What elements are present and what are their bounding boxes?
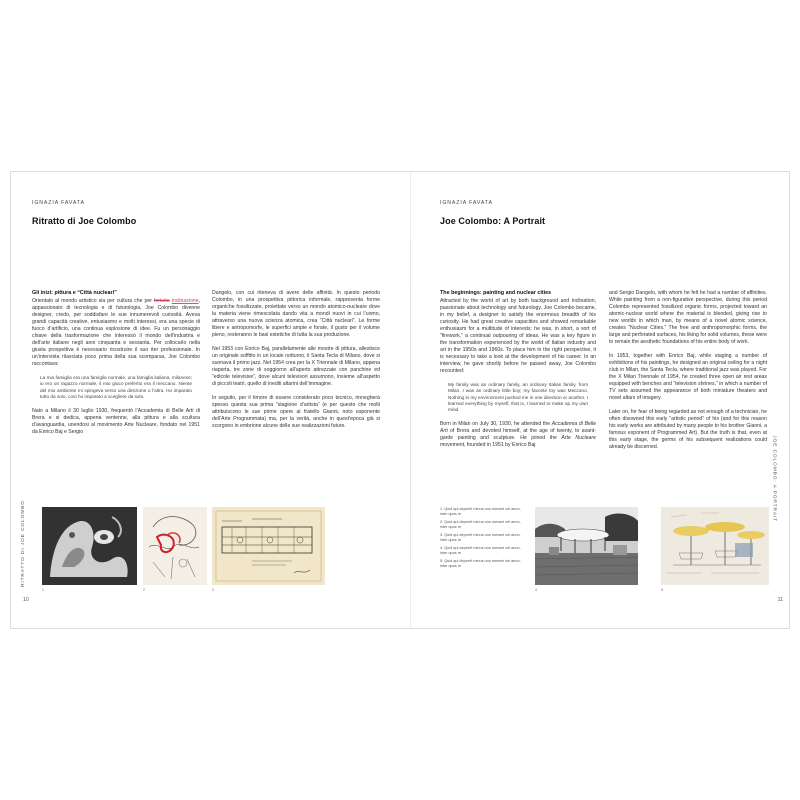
paragraph-2 — [440, 421, 596, 449]
page-number: 11 — [777, 597, 783, 603]
figure-number: 4 — [535, 588, 537, 592]
left-page — [11, 172, 410, 628]
caption: 1. Quid qui deperrit minus uno mensei vel anno, inter quos re — [440, 507, 521, 516]
figure-sculpture-photo — [42, 507, 137, 585]
page-title: Joe Colombo: A Portrait — [440, 216, 546, 226]
paragraph-1 — [32, 298, 200, 368]
paragraph-text: movement, founded in 1951 by Enrico Baj — [440, 442, 536, 449]
italic-text: Accademia di Belle Arti — [440, 421, 597, 435]
figure-number: 1 — [42, 588, 44, 592]
figure-canopy-sketch — [661, 507, 769, 585]
page-number: 10 — [23, 597, 29, 603]
figure-exhibition-photo — [535, 507, 638, 585]
paragraph: and Sergio Dangelo, with whom he felt he had a number of affinities. While painting from a non-figurative perspective, during this period Colombo represented fossilized organic forms, projected toward an atomic-nuclear world where the material is blended, giving rise to new worlds in which man, by means of a novel atomic science, creates “Nuclear Cities.” The free and anthropomorphic forms, the large and perforated surfaces, his liking for solid volumes, these were to remain the aesthetic foundations of his entire body of work. — [609, 290, 767, 345]
text-column-2 — [212, 290, 380, 437]
paragraph-text: Born in Milan on July 30, 1930, he attended the — [440, 421, 552, 428]
caption: 5. Quid qui deperrit minus uno mensei vel anno, inter quos re — [440, 559, 521, 569]
text-column-2 — [609, 290, 767, 458]
block-quote: La mia famiglia era una famiglia normale, una famiglia italiana, milanese; io ero un ragazzo normale, il mio gioco preferito era il meccano. Niente del mio ambiente mi spingeva verso una direzione o l’altra. Ho imparato tutto da solo, così ho imparato a scegliere da solo. — [40, 375, 192, 399]
paragraph: In 1953, together with Enrico Baj, while staging a number of exhibitions of his paintings, he designed an original ceiling for a night club in Milan, the Santa Tecla, where traditional jazz was played. For the X Milan Triennale of 1954, he created three open air rest areas equipped with benches and “television shrines,” in which a number of TV sets assumed the appearance of both miniature theaters and novel altars of imagery. — [609, 353, 767, 401]
author-name: IGNAZIA FAVATA — [32, 200, 85, 206]
page-title: Ritratto di Joe Colombo — [32, 216, 137, 226]
running-header: JOE COLOMBO: A PORTRAIT — [772, 435, 777, 522]
paragraph-text: of Brera and devoted himself, at the age of twenty, to avant-garde painting and sculpture. He joined the — [440, 428, 596, 442]
figure-number: 2 — [143, 588, 145, 592]
caption: 3. Quid qui deperrit minus uno mensei vel anno, inter quos re — [440, 533, 521, 542]
paragraph: Dangelo, con cui riteneva di avere delle affinità. In questo periodo Colombo, in una prospettiva pittorica informale, rappresenta forme organiche fossilizzate, proiettate verso un mondo atomico-nucleare dove la materia viene rimescolata dando vita a mondi nuovi in cui l’uomo, attraverso una nuova scienza atomica, crea “Città nucleari”. Le forme libere e antropomorfe, le superfici ampie e forate, il gusto per il volume pieno, resteranno le basi estetiche di tutta la sua produzione. — [212, 290, 380, 338]
figure-sketch-drawing — [143, 507, 207, 585]
book-spread — [10, 171, 790, 629]
block-quote: My family was an ordinary family, an ordinary Italian family, from Milan. I was an ordinary little boy; my favorite toy was Meccano. Nothing in my environment pushed me in one direction or another. I learned everything by myself, that is, I learned to make up my own mind. — [448, 382, 588, 413]
running-header: RITRATTO DI JOE COLOMBO — [21, 500, 26, 587]
figure-captions — [440, 507, 526, 572]
figure-number: 3 — [212, 588, 214, 592]
author-name: IGNAZIA FAVATA — [440, 200, 493, 206]
strikethrough-edit: fortuita — [153, 298, 170, 304]
figure-architectural-drawing — [212, 507, 325, 585]
paragraph-1: Attracted by the world of art by both background and inclination, passionate about technology and futurology, Joe Colombo became, in my belief, a designer to satisfy the enormous breadth of his curiosity. He had great creative capacities and showed remarkable enthusiasm for a multitude of interests: he was, in short, a sort of “firework,” a continual outpouring of ideas. He was a key figure in the transformation experienced by the world of Italian industry and art in the 1950s and 1960s. To place him in the right perspective, it is necessary to take a look at the development of his career. In an interview, he gave shortly before he passed away, Joe Colombo recounted: — [440, 298, 596, 374]
section-subhead: The beginnings: painting and nuclear cities — [440, 290, 552, 296]
paragraph-2: Nato a Milano il 30 luglio 1930, frequentò l’Accademia di Belle Arti di Brera e si dedica, appena ventenne, alla pittura e alla scultura d’avanguardia, unendosi al movimento Arte Nucleare, fondato nel 1951 da Enrico Baj e Sergio — [32, 408, 200, 436]
paragraph: Later on, for fear of being regarded as not enough of a technician, he often disowned this early “artistic period” of his (and for this reason his early works are attributed by many people to his brother Gianni, a famous exponent of Programmed Art). But the truth is that, even at this early stage, the germs of his subsequent realizations could already be discerned. — [609, 409, 767, 450]
caption: 4. Quid qui deperrit minus uno mensei vel anno, inter quos re — [440, 546, 521, 556]
underlined-edit: inclinazione — [171, 298, 199, 304]
italic-text: Arte Nucleare — [561, 435, 596, 442]
paragraph-text: , appassionato di tecnologia e di futurologia, Joe Colombo divenne designer, credo, per soddisfare le sue innumerevoli curiosità. Aveva grandi capacità creative, entusiasmo e molti interessi, era una specie di fuoco d’artificio, una continua esplosione di idee. Fu un personaggio chiave della trasformazione che interessò il mondo dell’industria e dell’arte italiane negli anni cinquanta e sessanta. Per collocarlo nella giusta prospettiva è necessario ricostruire il suo iter professionale. In un’intervista rilasciata poco prima della sua scomparsa, Joe Colombo raccontava: — [32, 298, 200, 367]
figure-number: 5 — [661, 588, 663, 592]
right-page — [411, 172, 791, 628]
paragraph: In seguito, per il timore di essere considerato poco tecnico, rinnegherà spesso questa sua prima “stagione d’artista” (e per questo che molti attribuiscono le sue prime opere al fratello Gianni, noto esponente dell’Arte Programmata) ma, per la verità, anche in quest’epoca già si scorgono in embrione alcune delle sue realizzazioni future. — [212, 395, 380, 429]
caption: 2. Quid qui deperrit minus uno mensei vel anno, inter quos re — [440, 520, 521, 529]
text-column-1 — [32, 290, 200, 443]
paragraph-text: Orientato al mondo artistico sia per cultura che per — [32, 298, 152, 304]
paragraph: Nel 1953 con Enrico Baj, parallelamente alle mostre di pittura, allestisce un originale soffitto in un locale notturno, il Santa Tecla di Milano, dove si suonava il primo jazz. Nel 1954 crea per la X Triennale di Milano, appena riaperta, tre zone di soggiorno all’aperto attrezzate con panchine ed “edicole televisive”, dove alcuni televisori assumono, insieme all’aspetto di piccoli teatri, quello di inediti altarini dell’immagine. — [212, 346, 380, 387]
text-column-1 — [440, 290, 596, 456]
section-subhead: Gli inizi: pittura e “Città nucleari” — [32, 290, 117, 296]
